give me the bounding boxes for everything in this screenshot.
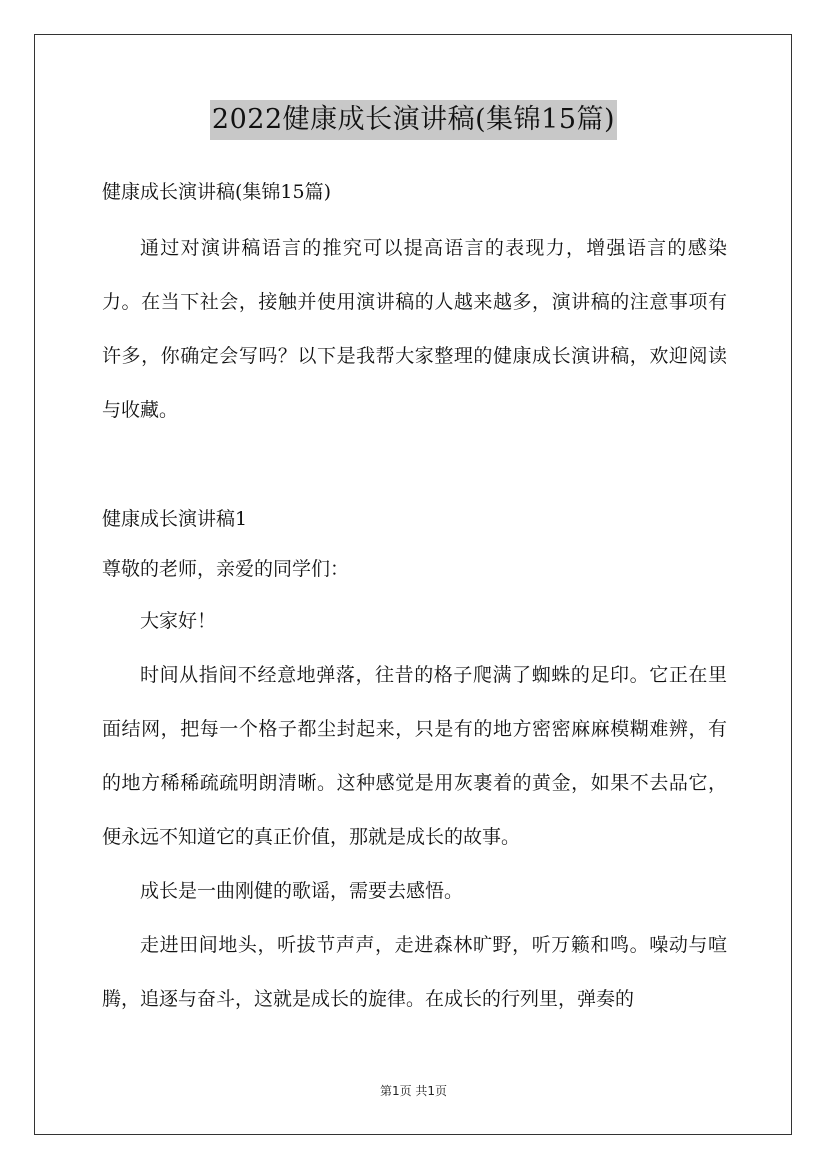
- section-block: [102, 494, 727, 1026]
- body-paragraph-2: 成长是一曲刚健的歌谣，需要去感悟。: [140, 880, 464, 902]
- section-heading: 健康成长演讲稿1: [102, 508, 248, 530]
- greeting: 大家好！: [140, 610, 217, 632]
- intro-paragraph: 通过对演讲稿语言的推究可以提高语言的表现力，增强语言的感染力。在当下社会，接触并使用演讲稿的人越来越多，演讲稿的注意事项有许多，你确定会写吗？以下是我帮大家整理的健康成长演讲稿，欢迎阅读与收藏。: [102, 237, 727, 421]
- salutation: 尊敬的老师，亲爱的同学们：: [102, 558, 350, 580]
- document-title: 2022健康成长演讲稿(集锦15篇): [210, 100, 617, 140]
- document-subtitle: 健康成长演讲稿(集锦15篇): [102, 181, 332, 203]
- body-paragraph-1: 时间从指间不经意地弹落，往昔的格子爬满了蜘蛛的足印。它正在里面结网，把每一个格子都尘封起来，只是有的地方密密麻麻模糊难辨，有的地方稀稀疏疏明朗清晰。这种感觉是用灰裹着的黄金，如果不去品它，便永远不知道它的真正价值，那就是成长的故事。: [102, 664, 727, 848]
- intro-block: [102, 221, 727, 437]
- page-footer: 第1页 共1页: [379, 1084, 448, 1098]
- title-container: [0, 100, 827, 140]
- body-paragraph-3: 走进田间地头，听拔节声声，走进森林旷野，听万籁和鸣。噪动与喧腾，追逐与奋斗，这就是成长的旋律。在成长的行列里，弹奏的: [102, 934, 727, 1010]
